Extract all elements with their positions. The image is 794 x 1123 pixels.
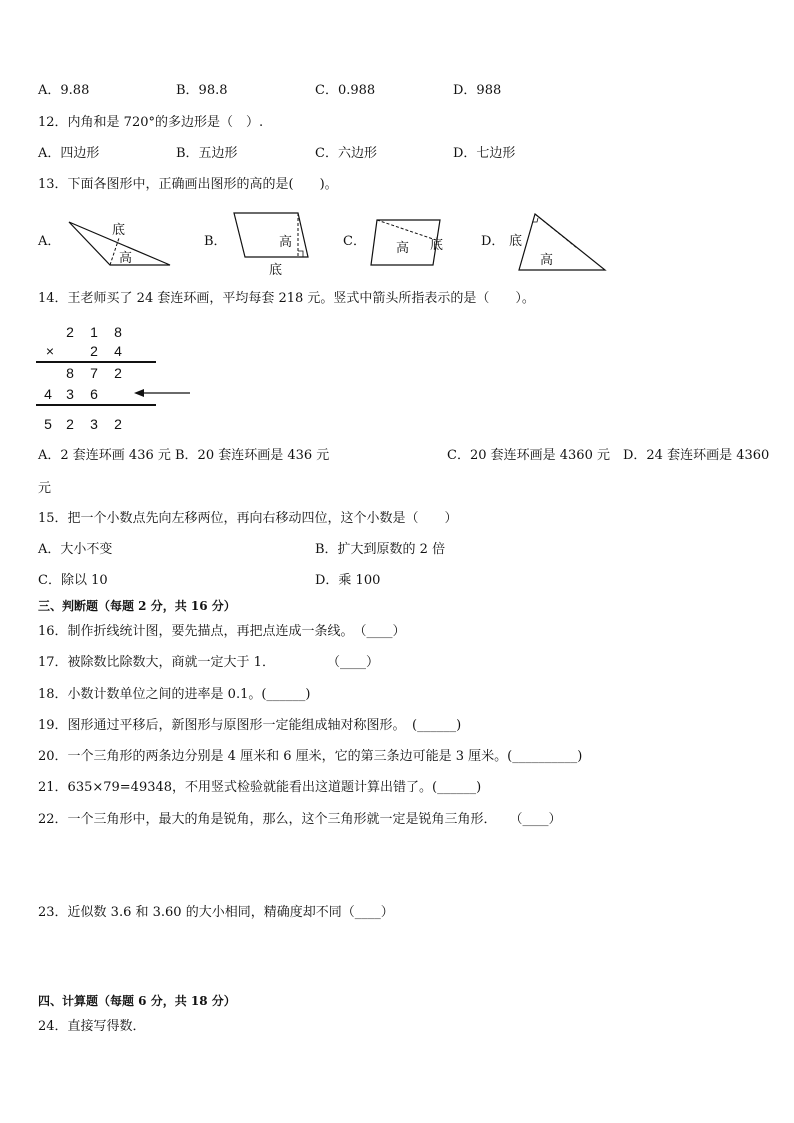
figure-d-base-label: 底: [509, 234, 523, 249]
calc-digit: 4: [44, 386, 52, 402]
q15-stem: 15．把一个小数点先向左移两位，再向右移动四位，这个小数是（ ）: [38, 511, 458, 526]
calc-digit: 2: [90, 343, 98, 359]
q13-option-b-letter: B．: [204, 234, 227, 249]
judgment-22: 22．一个三角形中，最大的角是锐角，那么，这个三角形就一定是锐角三角形． （____）: [38, 812, 562, 827]
q14-option-cd: C．20 套连环画是 4360 元 D．24 套连环画是 4360: [447, 448, 770, 463]
judgment-18: 18．小数计数单位之间的进率是 0.1。(______): [38, 687, 311, 702]
figure-a-base-label: 底: [112, 223, 126, 238]
figure-d-height-label: 高: [540, 253, 554, 268]
calc-digit: 8: [114, 324, 122, 340]
q12-option-a: A．四边形: [38, 146, 100, 161]
judgment-21: 21．635×79=49348，不用竖式检验就能看出这道题计算出错了。(______): [38, 780, 482, 795]
calc-digit: 8: [66, 365, 74, 381]
calc-digit: 7: [90, 365, 98, 381]
q11-option-d: D．988: [453, 83, 502, 98]
calc-digit: 2: [114, 365, 122, 381]
calc-digit: 2: [66, 416, 74, 432]
q12-option-b: B．五边形: [176, 146, 238, 161]
q11-option-c: C．0.988: [315, 83, 376, 98]
section-4-title: 四、计算题（每题 6 分，共 18 分）: [38, 994, 236, 1008]
q14-stem: 14．王老师买了 24 套连环画，平均每套 218 元。竖式中箭头所指表示的是（ ）。: [38, 291, 535, 306]
calc-digit: 4: [114, 343, 122, 359]
arrow-icon: [132, 386, 192, 400]
vertical-multiplication: [36, 322, 196, 432]
q12-stem: 12．内角和是 720°的多边形是（ ）.: [38, 115, 264, 130]
calc-digit: 5: [44, 416, 52, 432]
q24-stem: 24．直接写得数．: [38, 1019, 146, 1034]
q11-option-a: A．9.88: [38, 83, 90, 98]
judgment-23: 23．近似数 3.6 和 3.60 的大小相同，精确度却不同（____）: [38, 905, 394, 920]
q14-option-tail: 元: [38, 481, 52, 496]
judgment-19: 19．图形通过平移后，新图形与原图形一定能组成轴对称图形。 (______): [38, 718, 462, 733]
q15-option-c: C．除以 10: [38, 573, 108, 588]
calc-rule-top: [36, 361, 156, 363]
q15-option-d: D．乘 100: [315, 573, 381, 588]
q12-option-d: D．七边形: [453, 146, 516, 161]
q15-option-a: A．大小不变: [38, 542, 113, 557]
figure-d-triangle: [505, 208, 610, 274]
q13-option-c-letter: C．: [343, 234, 366, 249]
q13-stem: 13．下面各图形中，正确画出图形的高的是( )。: [38, 177, 338, 192]
judgment-17: 17．被除数比除数大，商就一定大于 1． （____）: [38, 655, 379, 670]
calc-digit: 1: [90, 324, 98, 340]
q13-option-d-letter: D．: [481, 234, 505, 249]
figure-b-base-label: 底: [269, 263, 283, 278]
q15-option-b: B．扩大到原数的 2 倍: [315, 542, 446, 557]
figure-a-triangle: [62, 212, 177, 272]
figure-a-height-label: 高: [119, 251, 133, 266]
q13-option-a-letter: A．: [38, 234, 61, 249]
calc-digit: 2: [66, 324, 74, 340]
calc-digit: 3: [90, 416, 98, 432]
calc-rule-bottom: [36, 404, 156, 406]
figure-b-parallelogram: [228, 206, 313, 278]
figure-c-parallelogram: [368, 214, 448, 269]
judgment-16: 16．制作折线统计图，要先描点，再把点连成一条线。 （____）: [38, 624, 406, 639]
figure-b-height-label: 高: [279, 235, 293, 250]
q11-option-b: B．98.8: [176, 83, 228, 98]
q14-option-ab: A．2 套连环画 436 元 B．20 套连环画是 436 元: [38, 448, 330, 463]
section-3-title: 三、判断题（每题 2 分，共 16 分）: [38, 599, 236, 613]
judgment-20: 20．一个三角形的两条边分别是 4 厘米和 6 厘米，它的第三条边可能是 3 厘米。(__________): [38, 749, 583, 764]
calc-times-sign: ×: [45, 343, 55, 359]
calc-digit: 2: [114, 416, 122, 432]
calc-digit: 6: [90, 386, 98, 402]
q12-option-c: C．六边形: [315, 146, 377, 161]
figure-c-base-label: 底: [430, 238, 444, 253]
calc-digit: 3: [66, 386, 74, 402]
figure-c-height-label: 高: [396, 241, 410, 256]
